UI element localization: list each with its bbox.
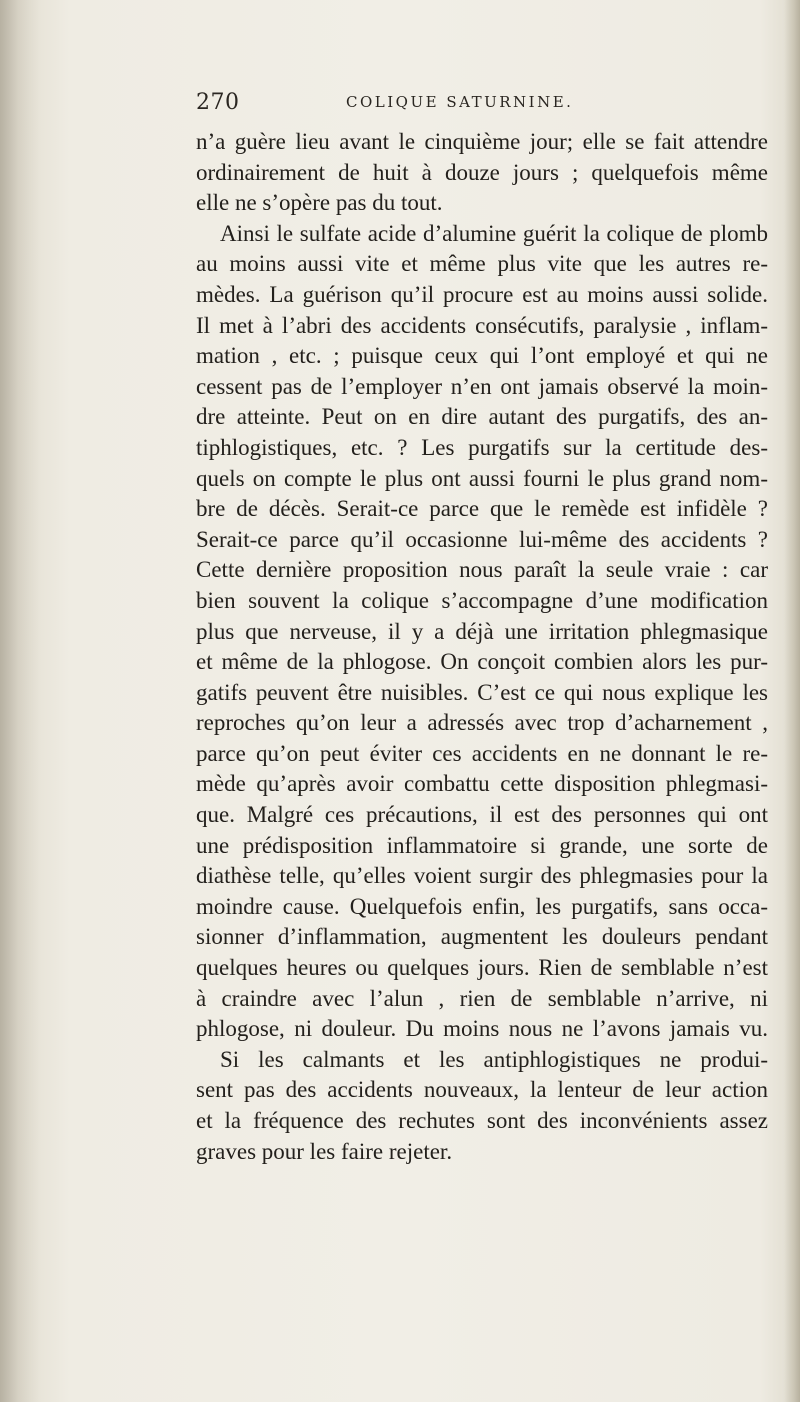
text-line: bien souvent la colique s’accompagne d’une modification [196, 587, 768, 613]
text-line: mation , etc. ; puisque ceux qui l’ont employé et qui ne [196, 343, 768, 369]
text-line: Cette dernière proposition nous paraît la seule vraie : car [196, 557, 768, 583]
text-line: phlogose, ni douleur. Du moins nous ne l’avons jamais vu. [196, 1016, 768, 1042]
text-line: reproches qu’on leur a adressés avec trop d’acharnement , [196, 710, 768, 736]
text-line: Il met à l’abri des accidents consécutifs, paralysie , inflam- [196, 312, 768, 338]
text-line: Ainsi le sulfate acide d’alumine guérit la colique de plomb [220, 220, 768, 246]
body-text [196, 127, 768, 1167]
page-number: 270 [196, 90, 240, 115]
text-line: parce qu’on peut éviter ces accidents en ne donnant le re- [196, 740, 768, 766]
text-line: plus que nerveuse, il y a déjà une irritation phlegmasique [196, 618, 768, 644]
text-line: que. Malgré ces précautions, il est des personnes qui ont [196, 802, 768, 828]
text-line: cessent pas de l’employer n’en ont jamais observé la moin- [196, 373, 768, 399]
text-line: tiphlogistiques, etc. ? Les purgatifs sur la certitude des- [196, 434, 768, 460]
text-line: graves pour les faire rejeter. [196, 1138, 453, 1164]
text-line: gatifs peuvent être nuisibles. C’est ce qui nous explique les [196, 679, 768, 705]
text-line: dre atteinte. Peut on en dire autant des purgatifs, des an- [196, 404, 768, 430]
text-line: au moins aussi vite et même plus vite que les autres re- [196, 251, 768, 277]
text-line: Si les calmants et les antiphlogistiques ne produi- [220, 1046, 768, 1072]
text-line: sionner d’inflammation, augmentent les douleurs pendant [196, 924, 768, 950]
text-line: mèdes. La guérison qu’il procure est au moins aussi solide. [196, 281, 768, 307]
text-line: n’a guère lieu avant le cinquième jour; elle se fait attendre [196, 129, 768, 154]
text-line: ordinairement de huit à douze jours ; quelquefois même [196, 159, 768, 185]
text-line: une prédisposition inflammatoire si grande, une sorte de [196, 832, 768, 858]
text-line: bre de décès. Serait-ce parce que le remède est infidèle ? [196, 496, 768, 522]
text-line: et même de la phlogose. On conçoit combien alors les pur- [196, 649, 768, 675]
text-line: sent pas des accidents nouveaux, la lenteur de leur action [196, 1077, 768, 1103]
text-line: mède qu’après avoir combattu cette disposition phlegmasi- [196, 771, 768, 797]
text-line: à craindre avec l’alun , rien de semblable n’arrive, ni [196, 985, 768, 1011]
binding-shadow [0, 0, 40, 1402]
text-line: elle ne s’opère pas du tout. [196, 190, 443, 216]
text-line: Serait-ce parce qu’il occasionne lui-même des accidents ? [196, 526, 768, 552]
page-header [196, 90, 756, 120]
running-title: COLIQUE SATURNINE. [346, 93, 574, 111]
text-line: diathèse telle, qu’elles voient surgir des phlegmasies pour la [196, 863, 768, 889]
text-line: et la fréquence des rechutes sont des inconvénients assez [196, 1108, 768, 1133]
text-line: quels on compte le plus ont aussi fourni le plus grand nom- [196, 465, 768, 491]
text-line: moindre cause. Quelquefois enfin, les purgatifs, sans occa- [196, 893, 768, 919]
text-line: quelques heures ou quelques jours. Rien de semblable n’est [196, 955, 768, 981]
page-edge [784, 0, 800, 1402]
